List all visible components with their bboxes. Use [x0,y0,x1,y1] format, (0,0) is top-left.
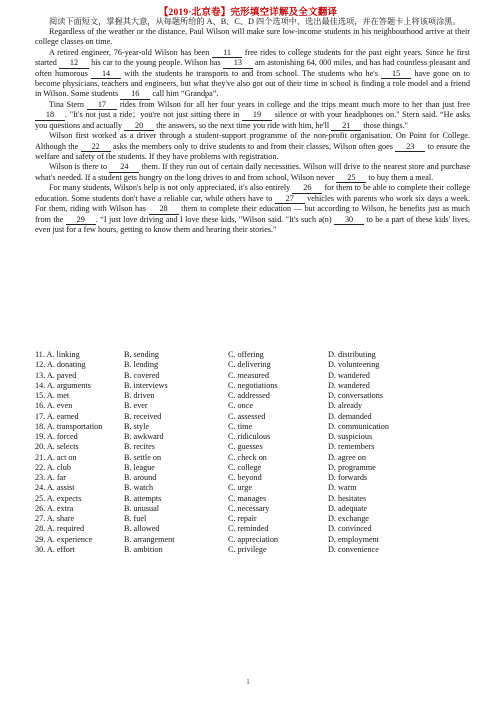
option-d: D. demanded [328,411,372,421]
blank-20: 20 [124,122,154,132]
option-b: B. style [124,421,150,431]
option-c: C. appreciation [228,534,279,544]
option-row [35,442,475,452]
option-a: 12. A. donating [35,360,86,370]
option-a: 28. A. required [35,524,85,534]
blank-12: 12 [59,59,89,69]
option-b: B. league [124,462,155,472]
passage-text [35,17,470,235]
option-d: D. exchange [328,514,369,523]
option-c: C. ridiculous [228,432,271,441]
option-d: D. convenience [328,544,379,554]
option-b: B. allowed [124,524,160,534]
text-segment: asks the members only to drive students to and from their classes, Wilson often goes [110,141,396,151]
blank-22: 22 [81,143,111,153]
option-row [35,524,475,534]
blank-29: 29 [66,216,96,226]
option-c: C. urge [228,483,252,493]
text-segment: for them to be able to complete their college education. Some students don't have a reliable car, while others have to [35,183,470,203]
text-segment: to be a part of these kids' lives, even just for a few hours, getting to know them and hearing their stories." [35,214,470,235]
text-segment: am astonishing 64, 000 miles, and has had countless pleasant and often humorous [35,58,471,78]
option-c: C. college [228,462,262,472]
option-a: 17. A. earned [35,411,79,421]
option-a: 24. A. assist [35,483,75,493]
text-segment: those things." [361,120,408,130]
page-title: 【2019·北京卷】完形填空详解及全文翻译 [158,8,338,18]
blank-15: 15 [381,70,411,80]
option-b: B. lending [124,360,159,370]
text-segment: A retired engineer, 76-year-old Wilson has been [49,47,213,57]
option-b: B. watch [124,483,154,493]
option-a: 21. A. act on [35,452,77,462]
text-segment: free rides to college students for the past eight years. Since he first started [35,47,470,68]
option-b: B. ever [124,401,148,411]
option-a: 19. A. forced [35,432,78,441]
option-d: D. distributing [328,350,376,359]
blank-18: 18 [35,111,65,121]
option-d: D. programme [328,462,376,472]
text-segment: . “I just love driving and I love these kids, "Wilson said. "It's such a(n) [95,214,335,224]
option-a: 29. A. experience [35,534,93,544]
option-c: C. measured [228,370,269,380]
blank-30: 30 [334,216,364,226]
option-a: 20. A. selects [35,442,79,452]
option-b: B. around [124,473,157,482]
option-d: D. warm [328,483,357,493]
option-d: D. forwards [328,473,368,482]
text-segment: his car to the young people. Wilson has [89,58,223,68]
option-b: B. settle on [124,452,162,462]
option-b: B. covered [124,370,160,380]
blank-16: 16 [120,90,150,100]
option-row [35,453,475,463]
passage-paragraph [35,27,470,47]
option-a: 13. A. paved [35,370,77,380]
blank-11: 11 [212,49,242,59]
option-a: 18. A. transportation [35,421,103,431]
passage-paragraph [35,48,470,100]
option-d: D. remembers [328,442,375,452]
option-d: D. adequate [328,503,368,513]
option-a: 27. A. share [35,514,75,523]
option-row [35,381,475,391]
option-b: B. attempts [124,493,162,503]
option-d: D. conversations [328,391,384,400]
text-segment: rides from Wilson for all her four years in college and the trips meant much more to her than just free [116,99,471,109]
option-row [35,494,475,504]
blank-27: 27 [275,195,305,205]
text-segment: with the students he transports to and from school. The students who he's [121,68,382,78]
option-c: C. guesses [228,442,263,452]
option-a: 15. A. met [35,391,70,400]
option-row [35,504,475,514]
option-a: 14. A. arguments [35,380,91,390]
option-row [35,535,475,545]
passage-paragraph [35,17,470,27]
option-b: B. received [124,411,162,421]
option-a: 25. A. expects [35,493,82,503]
text-segment: 阅读下面短文，掌握其大意，从每题所给的 A、B、C、D 四个选项中，选出最佳选项，并在答题卡上将该项涂黑。 [49,17,461,26]
text-segment: vehicles with parents who work six days a week. For them, riding with Wilson has [35,193,470,214]
option-d: D. already [328,401,363,411]
option-row [35,401,475,411]
option-c: C. delivering [228,360,271,370]
option-b: B. awkward [124,432,164,441]
option-a: 30. A. effort [35,544,75,554]
option-c: C. reminded [228,524,269,534]
option-row [35,422,475,432]
text-segment: Regardless of the weather or the distance, Paul Wilson will make sure low-income students in his neighbourhood arrive at their college classes on time. [35,27,470,47]
option-d: D. suspicious [328,432,373,441]
option-b: B. sending [124,350,160,359]
option-d: D. convinced [328,524,372,534]
text-segment: silence or with your headphones on." Stern said. “He asks you questions and actually [35,110,470,130]
option-row [35,514,475,524]
option-row [35,371,475,381]
option-row [35,473,475,483]
text-segment: have gone on to become physicians, teachers and engineers, but what they've also got out of their time in school is finding a role model and a friend in Wilson. Some students [35,68,470,99]
page-number: 1 [246,678,250,686]
option-b: B. driven [124,391,155,400]
blank-13: 13 [223,59,253,69]
text-segment: them. If they run out of certain daily necessities. Wilson will drive to the nearest store and purchase what's needed. If a student gets hungry on the long drives to and from school, Wilson never [35,162,471,182]
option-d: D. communication [328,421,389,431]
option-d: D. wandered [328,370,370,380]
text-segment: them to complete their education — but according to Wilson, he benefits just as much from the [35,204,470,224]
blank-17: 17 [87,101,117,111]
option-row [35,545,475,555]
option-d: D. employment [328,534,379,544]
text-segment: to buy them a meal. [366,172,434,182]
blank-23: 23 [395,143,425,153]
option-c: C. manages [228,493,267,503]
text-segment: For many students, Wilson's help is not only appreciated, it's also entirely [49,183,293,193]
text-segment: Tina Stern [49,99,87,109]
option-row [35,432,475,442]
option-row [35,391,475,401]
blank-28: 28 [149,205,179,215]
passage-paragraph [35,131,470,162]
blank-19: 19 [242,111,272,121]
option-b: B. fuel [124,514,147,523]
option-c: C. beyond [228,473,262,482]
option-c: C. assessed [228,411,266,421]
text-segment: the answers, so the next time you ride with him, he'll [154,120,332,130]
option-d: D. wandered [328,380,370,390]
option-b: B. arrangement [124,534,175,544]
text-segment: Wilson first worked as a driver through a student-support programme of the non-profit organisation. On Point for College. Although the [35,131,470,151]
option-c: C. once [228,401,254,411]
blank-21: 21 [331,122,361,132]
option-a: 23. A. far [35,473,66,482]
text-segment: to ensure the welfare and safety of the students. If they have problems with registration. [35,141,470,162]
text-segment: call him “Grandpa”. [150,89,219,99]
option-row [35,463,475,473]
blank-14: 14 [91,70,121,80]
option-c: C. necessary [228,503,270,513]
option-row [35,483,475,493]
option-c: C. time [228,421,253,431]
blank-25: 25 [336,174,366,184]
option-row [35,412,475,422]
option-b: B. recites [124,442,155,452]
passage-paragraph [35,162,470,183]
option-a: 22. A. club [35,462,71,472]
text-segment: . "It's not just a ride；you're not just sitting there in [65,110,243,120]
text-segment: Wilson is there to [49,162,110,172]
option-a: 26. A. extra [35,503,74,513]
option-d: D. agree on [328,452,366,462]
option-d: D. volunteering [328,360,380,370]
option-b: B. interviews [124,380,168,390]
option-c: C. repair [228,514,257,523]
option-d: D. hesitates [328,493,367,503]
option-c: C. negotiations [228,380,278,390]
option-b: B. unusual [124,503,160,513]
passage-paragraph [35,100,470,132]
options-table [35,350,475,555]
blank-26: 26 [292,184,322,194]
blank-24: 24 [109,163,139,173]
option-c: C. check on [228,452,267,462]
option-c: C. privilege [228,544,267,554]
option-row [35,360,475,370]
option-row [35,350,475,360]
option-a: 11. A. linking [35,350,80,359]
option-b: B. ambition [124,544,163,554]
passage-paragraph [35,183,470,235]
option-c: C. addressed [228,391,270,400]
option-c: C. offering [228,350,264,359]
option-a: 16. A. even [35,401,73,411]
